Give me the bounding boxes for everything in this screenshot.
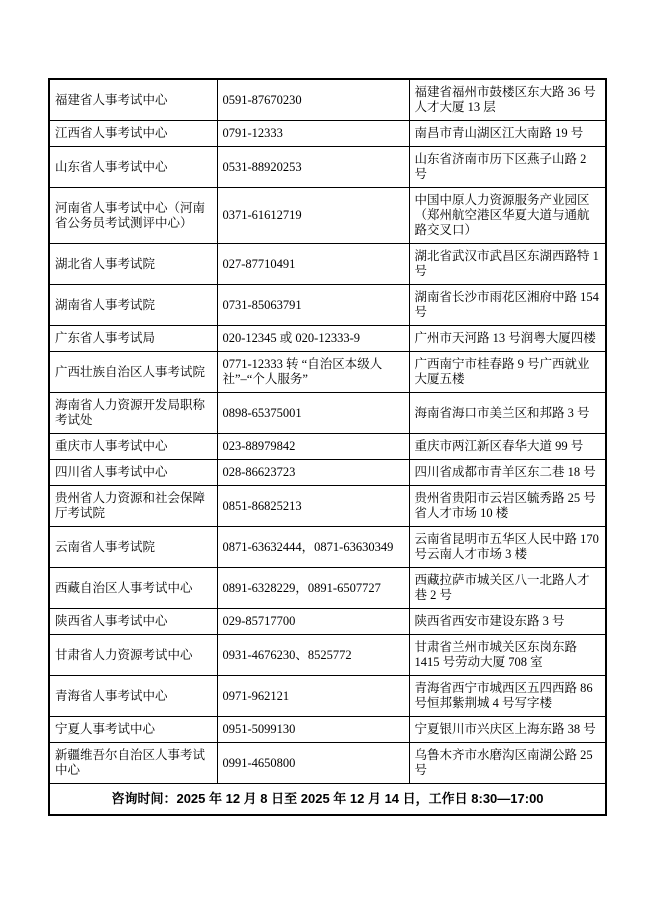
center-address-cell: 四川省成都市青羊区东二巷 18 号 — [409, 460, 606, 486]
center-phone-cell: 028-86623723 — [217, 460, 409, 486]
consultation-time-row — [49, 784, 606, 816]
center-address-cell: 湖南省长沙市雨花区湘府中路 154 号 — [409, 285, 606, 326]
center-address-cell: 海南省海口市美兰区和邦路 3 号 — [409, 393, 606, 434]
center-address-cell: 湖北省武汉市武昌区东湖西路特 1 号 — [409, 244, 606, 285]
table-row — [49, 486, 606, 527]
center-address-cell: 陕西省西安市建设东路 3 号 — [409, 609, 606, 635]
center-name-cell: 山东省人事考试中心 — [49, 147, 217, 188]
center-phone-cell: 0898-65375001 — [217, 393, 409, 434]
center-name-cell: 宁夏人事考试中心 — [49, 717, 217, 743]
center-phone-cell: 029-85717700 — [217, 609, 409, 635]
table-row — [49, 352, 606, 393]
center-phone-cell: 023-88979842 — [217, 434, 409, 460]
center-phone-cell: 020-12345 或 020-12333-9 — [217, 326, 409, 352]
center-phone-cell: 0931-4676230、8525772 — [217, 635, 409, 676]
center-name-cell: 广西壮族自治区人事考试院 — [49, 352, 217, 393]
center-phone-cell: 0771-12333 转 “自治区本级人社”–“个人服务” — [217, 352, 409, 393]
table-row — [49, 568, 606, 609]
center-name-cell: 河南省人事考试中心（河南省公务员考试测评中心） — [49, 188, 217, 244]
center-name-cell: 甘肃省人力资源考试中心 — [49, 635, 217, 676]
center-address-cell: 广州市天河路 13 号润粤大厦四楼 — [409, 326, 606, 352]
center-name-cell: 贵州省人力资源和社会保障厅考试院 — [49, 486, 217, 527]
center-phone-cell: 0971-962121 — [217, 676, 409, 717]
center-name-cell: 湖北省人事考试院 — [49, 244, 217, 285]
center-phone-cell: 0731-85063791 — [217, 285, 409, 326]
table-row — [49, 460, 606, 486]
exam-centers-table — [48, 78, 607, 816]
center-phone-cell: 0371-61612719 — [217, 188, 409, 244]
table-row — [49, 147, 606, 188]
center-address-cell: 贵州省贵阳市云岩区毓秀路 25 号省人才市场 10 楼 — [409, 486, 606, 527]
table-row — [49, 244, 606, 285]
center-name-cell: 福建省人事考试中心 — [49, 79, 217, 121]
table-row — [49, 676, 606, 717]
center-address-cell: 中国中原人力资源服务产业园区（郑州航空港区华夏大道与通航路交叉口） — [409, 188, 606, 244]
center-phone-cell: 0591-87670230 — [217, 79, 409, 121]
center-name-cell: 广东省人事考试局 — [49, 326, 217, 352]
center-name-cell: 江西省人事考试中心 — [49, 121, 217, 147]
center-phone-cell: 0851-86825213 — [217, 486, 409, 527]
center-address-cell: 广西南宁市桂春路 9 号广西就业大厦五楼 — [409, 352, 606, 393]
center-phone-cell: 0991-4650800 — [217, 743, 409, 784]
center-phone-cell: 027-87710491 — [217, 244, 409, 285]
center-address-cell: 南昌市青山湖区江大南路 19 号 — [409, 121, 606, 147]
center-name-cell: 重庆市人事考试中心 — [49, 434, 217, 460]
center-name-cell: 陕西省人事考试中心 — [49, 609, 217, 635]
center-phone-cell: 0951-5099130 — [217, 717, 409, 743]
table-row — [49, 79, 606, 121]
center-name-cell: 青海省人事考试中心 — [49, 676, 217, 717]
table-row — [49, 285, 606, 326]
center-phone-cell: 0531-88920253 — [217, 147, 409, 188]
center-address-cell: 青海省西宁市城西区五四西路 86 号恒邦紫荆城 4 号写字楼 — [409, 676, 606, 717]
table-row — [49, 743, 606, 784]
center-address-cell: 乌鲁木齐市水磨沟区南湖公路 25 号 — [409, 743, 606, 784]
table-row — [49, 326, 606, 352]
center-address-cell: 宁夏银川市兴庆区上海东路 38 号 — [409, 717, 606, 743]
exam-centers-table-body — [49, 79, 606, 784]
center-address-cell: 云南省昆明市五华区人民中路 170 号云南人才市场 3 楼 — [409, 527, 606, 568]
center-name-cell: 海南省人力资源开发局职称考试处 — [49, 393, 217, 434]
table-row — [49, 188, 606, 244]
center-address-cell: 福建省福州市鼓楼区东大路 36 号人才大厦 13 层 — [409, 79, 606, 121]
center-address-cell: 甘肃省兰州市城关区东岗东路 1415 号劳动大厦 708 室 — [409, 635, 606, 676]
table-row — [49, 121, 606, 147]
table-row — [49, 527, 606, 568]
center-phone-cell: 0791-12333 — [217, 121, 409, 147]
table-row — [49, 393, 606, 434]
center-name-cell: 新疆维吾尔自治区人事考试中心 — [49, 743, 217, 784]
table-row — [49, 635, 606, 676]
consultation-time-note: 咨询时间：2025 年 12 月 8 日至 2025 年 12 月 14 日，工作日 8:30—17:00 — [49, 784, 606, 816]
center-phone-cell: 0891-6328229，0891-6507727 — [217, 568, 409, 609]
center-name-cell: 云南省人事考试院 — [49, 527, 217, 568]
center-name-cell: 西藏自治区人事考试中心 — [49, 568, 217, 609]
center-name-cell: 四川省人事考试中心 — [49, 460, 217, 486]
table-row — [49, 717, 606, 743]
center-name-cell: 湖南省人事考试院 — [49, 285, 217, 326]
center-address-cell: 山东省济南市历下区燕子山路 2 号 — [409, 147, 606, 188]
center-address-cell: 重庆市两江新区春华大道 99 号 — [409, 434, 606, 460]
table-row — [49, 434, 606, 460]
table-row — [49, 609, 606, 635]
center-address-cell: 西藏拉萨市城关区八一北路人才巷 2 号 — [409, 568, 606, 609]
center-phone-cell: 0871-63632444，0871-63630349 — [217, 527, 409, 568]
